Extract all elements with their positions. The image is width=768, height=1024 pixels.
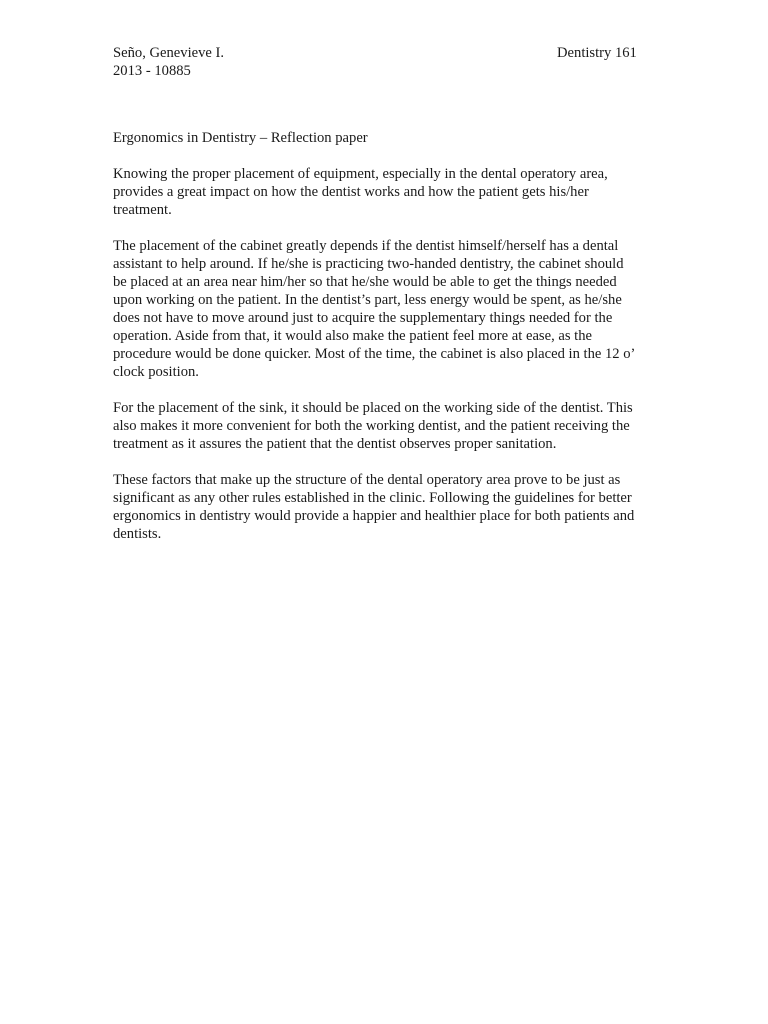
paragraph — [113, 399, 658, 453]
paragraph — [113, 237, 658, 381]
paragraph-line: operation. Aside from that, it would also make the patient feel more at ease, as the — [113, 328, 593, 344]
paragraph-line: treatment. — [113, 202, 172, 218]
paragraph-line: assistant to help around. If he/she is practicing two-handed dentistry, the cabinet should — [113, 256, 624, 272]
paragraph-line: Knowing the proper placement of equipment, especially in the dental operatory area, — [113, 166, 608, 182]
paragraph-line: upon working on the patient. In the dentist’s part, less energy would be spent, as he/she — [113, 292, 622, 308]
header-author-block — [113, 44, 224, 80]
paragraph — [113, 471, 658, 543]
course-name: Dentistry 161 — [557, 45, 637, 61]
author-name: Seño, Genevieve I. — [113, 45, 225, 61]
paragraph-line: ergonomics in dentistry would provide a happier and healthier place for both patients and — [113, 508, 635, 524]
paragraph-line: For the placement of the sink, it should be placed on the working side of the dentist. This — [113, 400, 633, 416]
student-number: 2013 - 10885 — [113, 63, 191, 79]
paragraph-line: does not have to move around just to acquire the supplementary things needed for the — [113, 310, 613, 326]
paragraph-line: also makes it more convenient for both the working dentist, and the patient receiving the — [113, 418, 630, 434]
document-body — [113, 129, 658, 561]
paragraph-line: treatment as it assures the patient that the dentist observes proper sanitation. — [113, 436, 557, 452]
paragraph-line: These factors that make up the structure of the dental operatory area prove to be just as — [113, 472, 621, 488]
paragraph-line: The placement of the cabinet greatly depends if the dentist himself/herself has a dental — [113, 238, 619, 254]
paragraph-line: clock position. — [113, 364, 199, 380]
paragraph-line: provides a great impact on how the dentist works and how the patient gets his/her — [113, 184, 589, 200]
paragraph-line: be placed at an area near him/her so that he/she would be able to get the things needed — [113, 274, 617, 290]
paragraph-line: procedure would be done quicker. Most of the time, the cabinet is also placed in the 12 o’ — [113, 346, 636, 362]
paragraph-line: dentists. — [113, 526, 162, 542]
header-course-block — [557, 44, 637, 62]
paragraph — [113, 165, 658, 219]
paragraph-line: significant as any other rules established in the clinic. Following the guidelines for better — [113, 490, 632, 506]
document-title: Ergonomics in Dentistry – Reflection paper — [113, 130, 368, 146]
